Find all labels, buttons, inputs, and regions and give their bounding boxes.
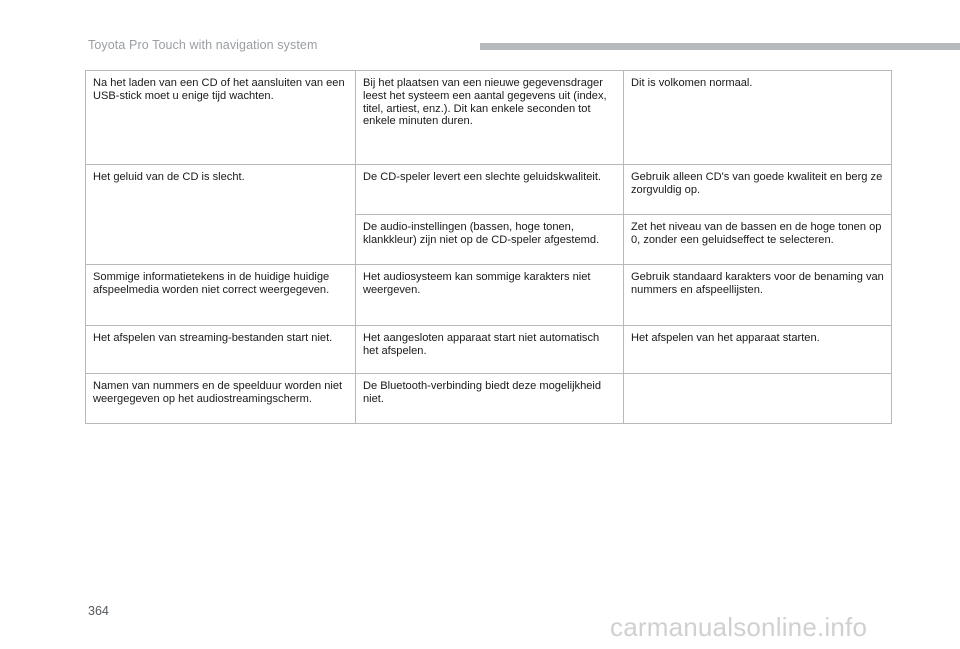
table-row (86, 165, 892, 215)
question-cell: Namen van nummers en de speelduur worden niet weergegeven op het audiostreamingscherm. (86, 374, 356, 424)
cause-cell: De Bluetooth-verbinding biedt deze mogelijkheid niet. (356, 374, 624, 424)
solution-cell: Gebruik alleen CD's van goede kwaliteit en berg ze zorgvuldig op. (624, 165, 892, 215)
solution-cell (624, 374, 892, 424)
cause-cell: De CD-speler levert een slechte geluidskwaliteit. (356, 165, 624, 215)
cause-cell: Bij het plaatsen van een nieuwe gegevensdrager leest het systeem een aantal gegevens uit (index, titel, artiest, enz.). Dit kan enkele seconden tot enkele minuten duren. (356, 71, 624, 165)
cause-cell: Het audiosysteem kan sommige karakters niet weergeven. (356, 265, 624, 326)
question-cell: Het geluid van de CD is slecht. (86, 165, 356, 265)
troubleshooting-table (85, 70, 892, 424)
solution-cell: Het afspelen van het apparaat starten. (624, 326, 892, 374)
page-number: 364 (88, 604, 109, 618)
table-row (86, 265, 892, 326)
solution-cell: Gebruik standaard karakters voor de benaming van nummers en afspeellijsten. (624, 265, 892, 326)
page-header (0, 0, 960, 60)
cause-cell: De audio-instellingen (bassen, hoge tonen, klankkleur) zijn niet op de CD-speler afgestemd. (356, 215, 624, 265)
table-row (86, 326, 892, 374)
solution-cell: Dit is volkomen normaal. (624, 71, 892, 165)
watermark: carmanualsonline.info (610, 612, 868, 642)
cause-cell: Het aangesloten apparaat start niet automatisch het afspelen. (356, 326, 624, 374)
header-bar (480, 43, 960, 50)
table-row (86, 374, 892, 424)
header-title: Toyota Pro Touch with navigation system (88, 38, 318, 52)
question-cell: Na het laden van een CD of het aansluiten van een USB-stick moet u enige tijd wachten. (86, 71, 356, 165)
solution-cell: Zet het niveau van de bassen en de hoge tonen op 0, zonder een geluidseffect te selecteren. (624, 215, 892, 265)
question-cell: Het afspelen van streaming-bestanden start niet. (86, 326, 356, 374)
table-row (86, 71, 892, 165)
question-cell: Sommige informatietekens in de huidige huidige afspeelmedia worden niet correct weergegeven. (86, 265, 356, 326)
